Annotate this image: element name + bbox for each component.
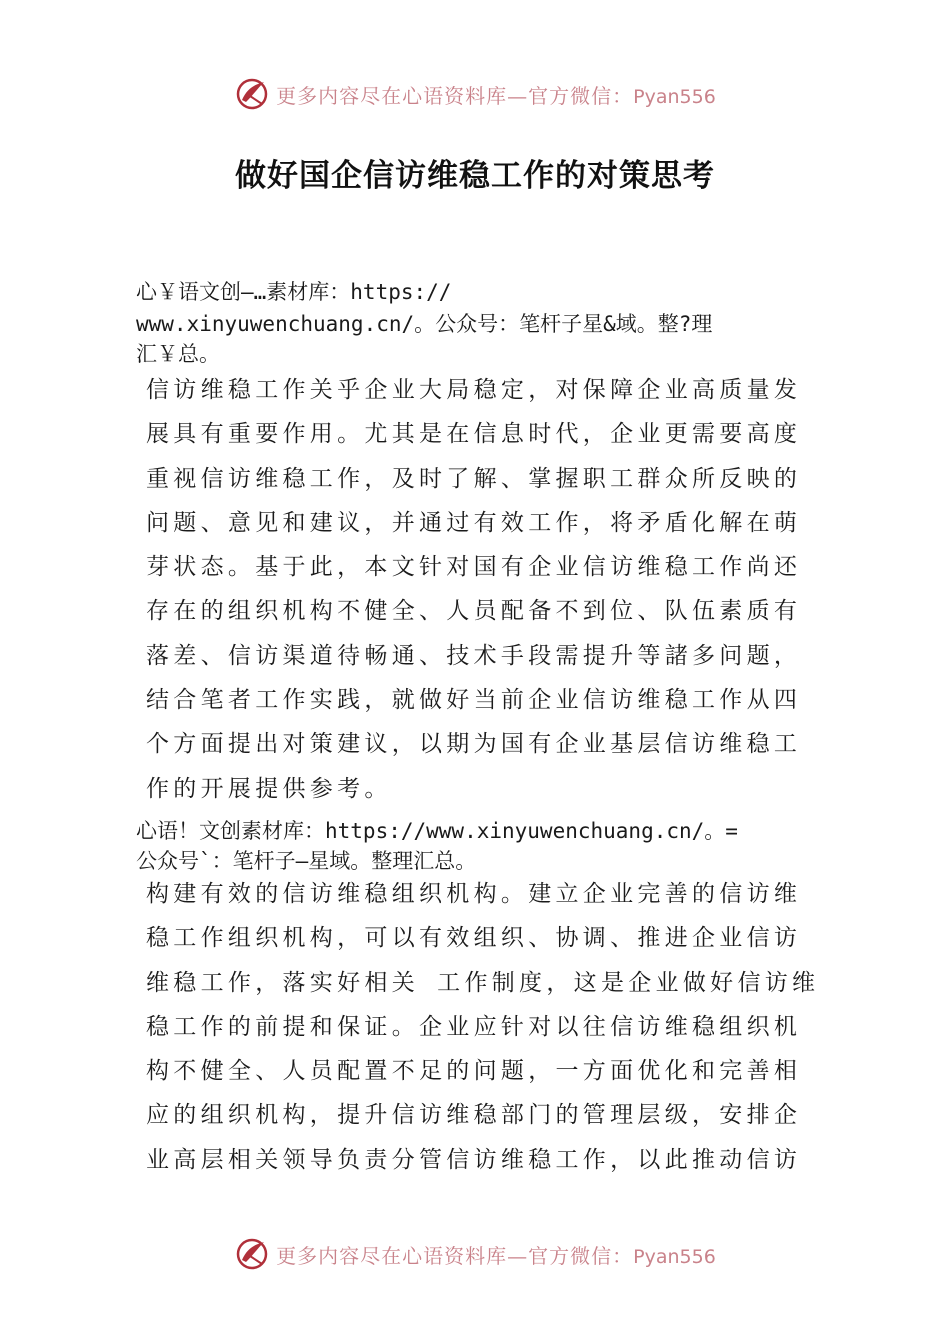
banner-text: 更多内容尽在心语资料库—官方微信：Pyan556 bbox=[276, 1243, 716, 1268]
watermark-line: 心语！文创素材库：https://www.xinyuwenchuang.cn/。= bbox=[136, 819, 738, 843]
watermark-line: www.xinyuwenchuang.cn/。公众号：笔杆子星&域。整?理 bbox=[136, 312, 713, 336]
text-line: 重视信访维稳工作，及时了解、掌握职工群众所反映的 bbox=[146, 465, 802, 492]
brand-logo-icon bbox=[234, 76, 270, 112]
text-line: 展具有重要作用。尤其是在信息时代，企业更需要高度 bbox=[146, 421, 802, 448]
text-line: 作的开展提供参考。 bbox=[146, 775, 392, 802]
text-line: 应的组织机构，提升信访维稳部门的管理层级，安排企 bbox=[146, 1102, 802, 1129]
header-banner bbox=[0, 74, 950, 114]
banner-text: 更多内容尽在心语资料库—官方微信：Pyan556 bbox=[276, 83, 716, 108]
footer-banner bbox=[0, 1234, 950, 1274]
text-line: 稳工作组织机构，可以有效组织、协调、推进企业信访 bbox=[146, 925, 802, 952]
body-paragraph bbox=[146, 872, 820, 1182]
watermark-line: 公众号`：笔杆子—星域。整理汇总。 bbox=[136, 849, 477, 873]
text-line: 构不健全、人员配置不足的问题，一方面优化和完善相 bbox=[146, 1058, 802, 1085]
text-line: 问题、意见和建议，并通过有效工作，将矛盾化解在萌 bbox=[146, 509, 802, 536]
text-line: 业高层相关领导负责分管信访维稳工作，以此推动信访 bbox=[146, 1146, 802, 1173]
banner-wechat-id: Pyan556 bbox=[633, 85, 716, 108]
text-line: 维稳工作，落实好相关 工作制度，这是企业做好信访维 bbox=[146, 969, 820, 996]
watermark-line: 汇￥总。 bbox=[136, 342, 220, 366]
document-title: 做好国企信访维稳工作的对策思考 bbox=[235, 158, 715, 194]
banner-wechat-id: Pyan556 bbox=[633, 1245, 716, 1268]
text-line: 稳工作的前提和保证。企业应针对以往信访维稳组织机 bbox=[146, 1013, 802, 1040]
text-line: 芽状态。基于此，本文针对国有企业信访维稳工作尚还 bbox=[146, 554, 802, 581]
text-line: 个方面提出对策建议，以期为国有企业基层信访维稳工 bbox=[146, 731, 802, 758]
text-line: 落差、信访渠道待畅通、技术手段需提升等諸多问题， bbox=[146, 642, 802, 669]
body-paragraph bbox=[146, 368, 816, 811]
watermark-line: 心￥语文创—…素材库：https:// bbox=[136, 280, 452, 304]
text-line: 结合笔者工作实践，就做好当前企业信访维稳工作从四 bbox=[146, 687, 802, 714]
text-line: 构建有效的信访维稳组织机构。建立企业完善的信访维 bbox=[146, 881, 802, 907]
text-line: 信访维稳工作关乎企业大局稳定，对保障企业高质量发 bbox=[146, 377, 802, 403]
brand-logo-icon bbox=[234, 1236, 270, 1272]
text-line: 存在的组织机构不健全、人员配备不到位、队伍素质有 bbox=[146, 598, 802, 625]
